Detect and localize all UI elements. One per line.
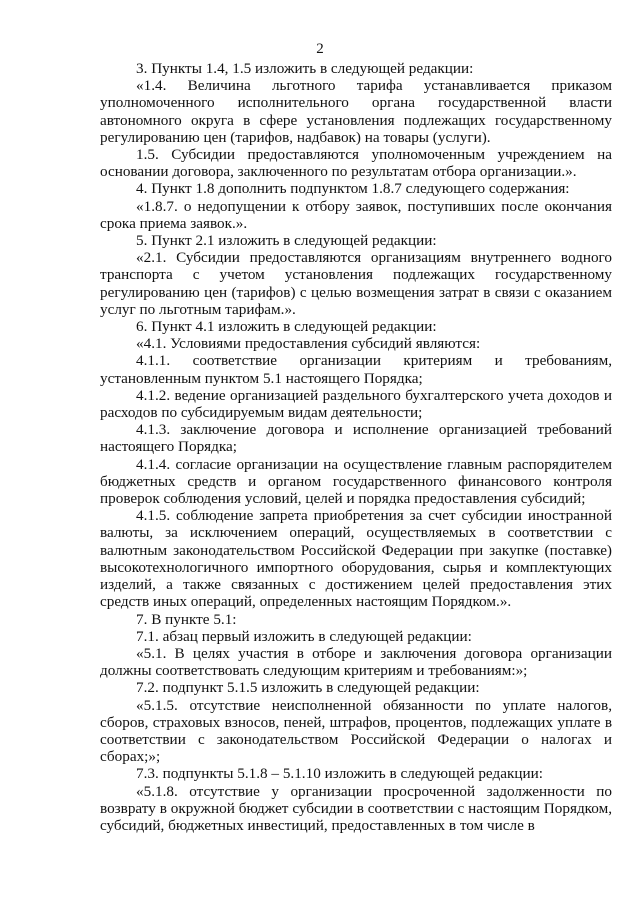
paragraph: 4.1.5. соблюдение запрета приобретения за счет субсидии иностранной валюты, за исключением операций, осуществляемых в соответствии с валютным законодательством Российской Федерации при закупке (поставке) высокотехнологичного импортного оборудования, сырья и комплектующих изделий, а также связанных с достижением целей предоставления этих средств иных операций, определенных настоящим Порядком.». bbox=[100, 507, 612, 611]
paragraph: 7.1. абзац первый изложить в следующей редакции: bbox=[136, 627, 472, 645]
paragraph: 7.3. подпункты 5.1.8 – 5.1.10 изложить в следующей редакции: bbox=[136, 765, 543, 783]
document-body bbox=[100, 60, 612, 834]
paragraph: «2.1. Субсидии предоставляются организациям внутреннего водного транспорта с учетом установления подлежащих государственному регулированию цен (тарифов) с целью возмещения затрат в связи с оказанием услуг по льготным тарифам.». bbox=[100, 249, 612, 318]
paragraph: 5. Пункт 2.1 изложить в следующей редакции: bbox=[136, 232, 437, 250]
paragraph: «4.1. Условиями предоставления субсидий являются: bbox=[136, 335, 481, 353]
paragraph: 4.1.4. согласие организации на осуществление главным распорядителем бюджетных средств и органом государственного финансового контроля проверок соблюдения условий, целей и порядка предоставления субсидий; bbox=[100, 455, 612, 508]
paragraph: «5.1.8. отсутствие у организации просроченной задолженности по возврату в окружной бюджет субсидии в соответствии с настоящим Порядком, субсидий, бюджетных инвестиций, предоставленных в том числе в bbox=[100, 782, 612, 834]
page-number: 2 bbox=[316, 41, 324, 57]
paragraph: «5.1. В целях участия в отборе и заключения договора организации должны соответствовать следующим критериям и требованиям:»; bbox=[100, 644, 612, 680]
paragraph: 6. Пункт 4.1 изложить в следующей редакции: bbox=[136, 318, 437, 336]
paragraph: 7. В пункте 5.1: bbox=[136, 610, 237, 628]
paragraph: «1.8.7. о недопущении к отбору заявок, поступивших после окончания срока приема заявок.». bbox=[100, 197, 612, 232]
paragraph: 3. Пункты 1.4, 1.5 изложить в следующей редакции: bbox=[136, 60, 474, 77]
paragraph: 7.2. подпункт 5.1.5 изложить в следующей редакции: bbox=[136, 679, 480, 697]
paragraph: 4.1.1. соответствие организации критериям и требованиям, установленным пунктом 5.1 настоящего Порядка; bbox=[100, 352, 612, 387]
paragraph: «1.4. Величина льготного тарифа устанавливается приказом уполномоченного исполнительного органа государственной власти автономного округа в сфере установления подлежащих государственному регулированию цен (тарифов, надбавок) на товары (услуги). bbox=[100, 77, 612, 146]
paragraph: 1.5. Субсидии предоставляются уполномоченным учреждением на основании договора, заключенного по результатам отбора организации.». bbox=[100, 146, 612, 181]
paragraph: «5.1.5. отсутствие неисполненной обязанности по уплате налогов, сборов, страховых взносов, пеней, штрафов, процентов, подлежащих уплате в соответствии с законодательством Российской Федерации о налогах и сборах;»; bbox=[100, 696, 612, 766]
paragraph: 4.1.2. ведение организацией раздельного бухгалтерского учета доходов и расходов по субсидируемым видам деятельности; bbox=[100, 386, 612, 422]
paragraph: 4.1.3. заключение договора и исполнение организацией требований настоящего Порядка; bbox=[100, 421, 612, 456]
paragraph: 4. Пункт 1.8 дополнить подпунктом 1.8.7 следующего содержания: bbox=[136, 180, 570, 198]
